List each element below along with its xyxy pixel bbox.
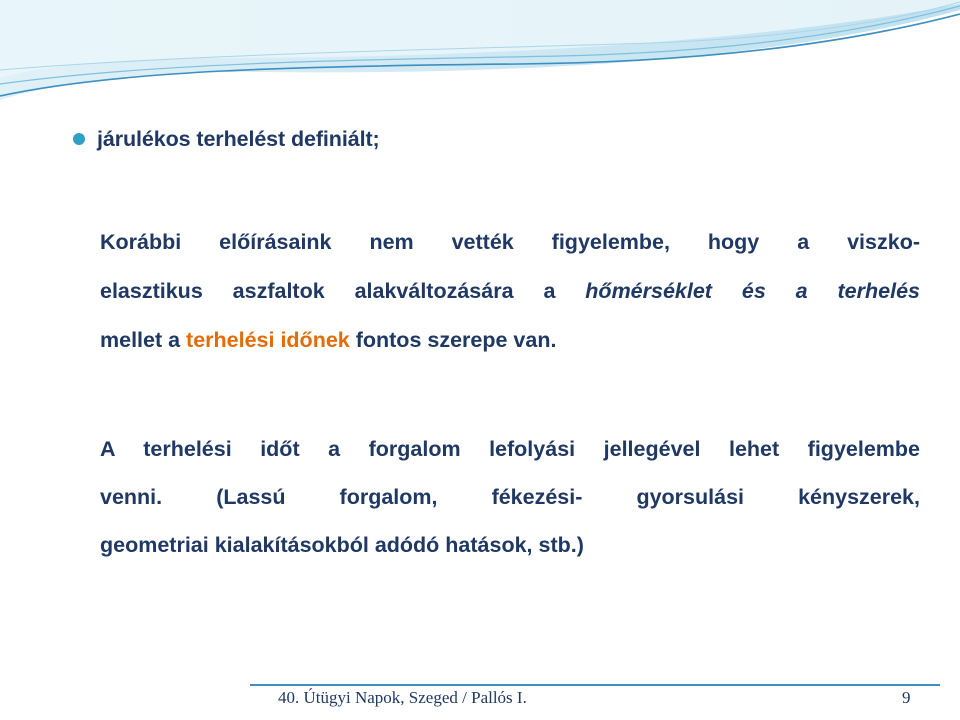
- paragraph2-line1: A terhelési időt a forgalom lefolyási jellegével lehet figyelembe: [100, 437, 920, 461]
- footer: [0, 684, 960, 720]
- paragraph1-line1: Korábbi előírásaink nem vették figyelembe, hogy a viszko-: [100, 230, 920, 254]
- paragraph1-line2-italic: hőmérséklet és a terhelés: [585, 279, 920, 303]
- paragraph1-line3-plain1: mellet a: [100, 328, 187, 352]
- paragraph1-line3: [100, 328, 920, 353]
- bullet-item: [73, 124, 380, 154]
- footer-text: 40. Útügyi Napok, Szeged / Pallós I.: [278, 688, 527, 707]
- paragraph2-line2: venni. (Lassú forgalom, fékezési- gyorsulási kényszerek,: [100, 485, 920, 509]
- page-number: 9: [902, 688, 911, 707]
- bullet-text: járulékos terhelést definiált;: [97, 126, 380, 151]
- paragraph1-line2-plain: elasztikus aszfaltok alakváltozására a: [100, 279, 586, 303]
- footer-divider: [250, 684, 940, 686]
- paragraph2-line3: geometriai kialakításokból adódó hatások, stb.): [100, 533, 584, 557]
- paragraph1-line3-plain2: fontos szerepe van.: [349, 328, 557, 352]
- bullet-dot-icon: [73, 133, 85, 145]
- paragraph1-line3-highlight: terhelési időnek: [186, 328, 350, 352]
- paragraph1-line2: [100, 279, 920, 304]
